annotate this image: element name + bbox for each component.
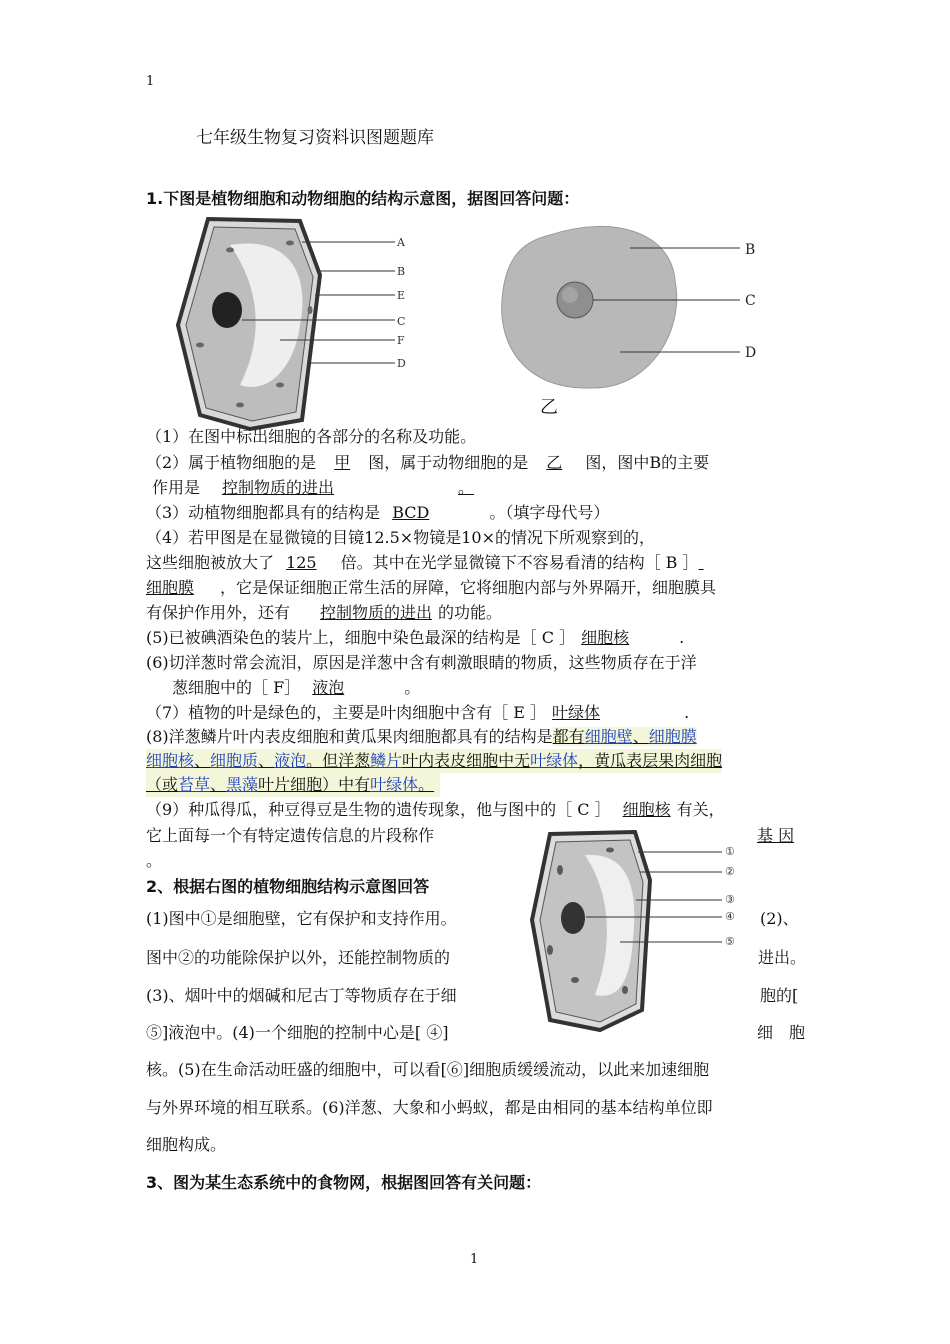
plant-label-e: E (397, 289, 406, 302)
q1-line-14: 细胞核、细胞质、液泡。但洋葱鳞片叶内表皮细胞中无叶绿体，黄瓜表层果肉细胞 (146, 749, 722, 773)
q1-line-9: (5)已被碘酒染色的装片上，细胞中染色最深的结构是［ C ］ 细胞核 . (146, 628, 685, 647)
plant-label-a: A (397, 236, 405, 249)
q1-line-18: 。 (146, 851, 163, 870)
q1-line-4: （3）动植物细胞都具有的结构是 BCD 。（填字母代号） (146, 503, 610, 522)
q1-line-11: 葱细胞中的［ F］ 液泡 。 (172, 678, 421, 697)
q1-line-10: (6)切洋葱时常会流泪，原因是洋葱中含有刺激眼睛的物质，这些物质存在于洋 (146, 653, 697, 672)
fig2-label-5: ⑤ (725, 935, 735, 948)
animal-label-c: C (745, 293, 756, 309)
animal-figure-caption: 乙 (540, 397, 558, 418)
q1-line-12: （7）植物的叶是绿色的，主要是叶肉细胞中含有［ E ］ 叶绿体 . (146, 703, 690, 722)
q2-line-1-right: (2)、 (760, 909, 799, 928)
q1-line-15: （或苔草、黑藻叶片细胞）中有叶绿体。 (146, 773, 440, 797)
plant-label-d: D (397, 357, 406, 370)
q1-line-8: 有保护作用外，还有 控制物质的进出 的功能。 (146, 603, 503, 622)
page-number: 1 (470, 1252, 479, 1267)
q1-line-16: （9）种瓜得瓜，种豆得豆是生物的遗传现象，他与图中的［ C ］ 细胞核 有关， (146, 800, 725, 819)
plant-cell-figure-2 (530, 830, 780, 1035)
fig2-label-2: ② (725, 865, 735, 878)
question-1-heading: 1.下图是植物细胞和动物细胞的结构示意图，据图回答问题： (146, 189, 580, 208)
q1-line-13: (8)洋葱鳞片叶内表皮细胞和黄瓜果肉细胞都具有的结构是都有细胞壁、细胞膜 (146, 727, 697, 746)
q1-line-1: （1）在图中标出细胞的各部分的名称及功能。 (146, 427, 477, 446)
q1-line-7: 细胞膜 ，它是保证细胞正常生活的屏障，它将细胞内部与外界隔开，细胞膜具 (146, 578, 717, 597)
page-title: 七年级生物复习资料识图题题库 (196, 128, 434, 148)
q1-line-6: 这些细胞被放大了 125 倍。其中在光学显微镜下不容易看清的结构［ B ］ (146, 553, 699, 572)
question-3-heading: 3、图为某生态系统中的食物网，根据图回答有关问题： (146, 1173, 542, 1192)
q1-line-5: （4）若甲图是在显微镜的目镜12.5×物镜是10×的情况下所观察到的， (146, 528, 655, 547)
q1-line-2: （2）属于植物细胞的是 甲 图，属于动物细胞的是 乙 图，图中B的主要 (146, 453, 710, 472)
animal-label-d: D (745, 345, 757, 361)
q1-answer-gene: 基 因 (757, 826, 795, 845)
q2-line-4-right: 细 胞 (757, 1023, 806, 1042)
fig2-label-1: ① (725, 845, 735, 858)
q2-line-3: (3)、烟叶中的烟碱和尼古丁等物质存在于细 (146, 986, 457, 1005)
plant-label-c: C (397, 315, 406, 328)
q2-line-2: 图中②的功能除保护以外，还能控制物质的 (146, 948, 451, 967)
animal-cell-figure (490, 220, 770, 400)
fig2-label-4: ④ (725, 910, 735, 923)
q2-line-1: (1)图中①是细胞壁，它有保护和支持作用。 (146, 909, 457, 928)
q1-line-17: 它上面每一个有特定遗传信息的片段称作 (146, 826, 435, 845)
fig2-label-3: ③ (725, 893, 735, 906)
q1-line-3: 作用是 控制物质的进出 。 (152, 478, 475, 497)
q2-line-6: 与外界环境的相互联系。(6)洋葱、大象和小蚂蚁，都是由相同的基本结构单位即 (146, 1098, 713, 1117)
animal-label-b: B (745, 242, 756, 258)
plant-label-b: B (397, 265, 406, 278)
q2-line-7: 细胞构成。 (146, 1135, 227, 1154)
page-marker: 1 (146, 74, 155, 89)
q2-line-5: 核。(5)在生命活动旺盛的细胞中，可以看[⑥]细胞质缓缓流动，以此来加速细胞 (146, 1060, 710, 1079)
q2-line-2-right: 进出。 (758, 948, 807, 967)
q2-line-4: ⑤]液泡中。(4)一个细胞的控制中心是[ ④] (146, 1023, 449, 1042)
plant-label-f: F (397, 334, 405, 347)
question-2-heading: 2、根据右图的植物细胞结构示意图回答 (146, 877, 430, 896)
q2-line-3-right: 胞的[ (760, 986, 799, 1005)
plant-cell-figure (170, 215, 420, 440)
